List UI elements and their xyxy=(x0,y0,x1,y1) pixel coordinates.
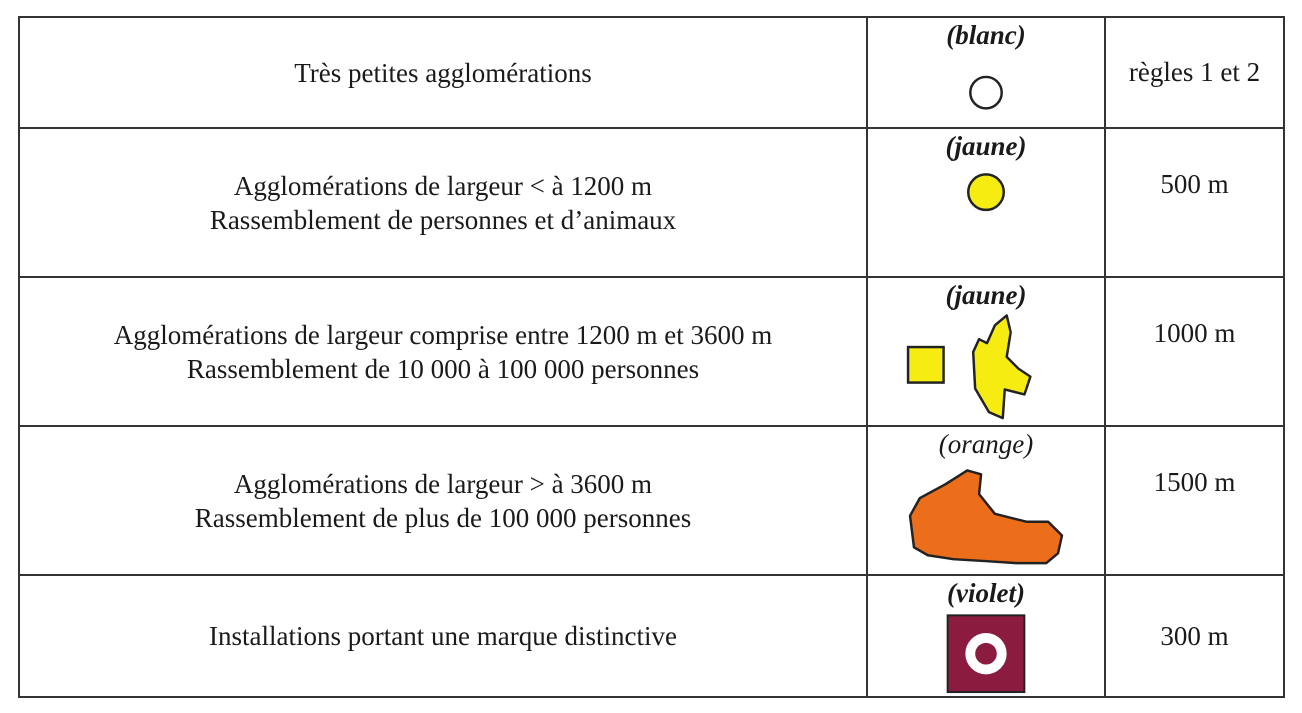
legend-table xyxy=(18,16,1285,698)
table-row xyxy=(19,128,1284,277)
symbol-cell xyxy=(867,426,1105,575)
description-cell xyxy=(19,17,867,128)
description-line: Agglomérations de largeur < à 1200 m xyxy=(233,170,653,201)
description-cell xyxy=(19,128,867,277)
distance-cell xyxy=(1105,277,1284,426)
distance-cell xyxy=(1105,426,1284,575)
symbol-color-label: (jaune) xyxy=(945,280,1027,310)
symbol-cell xyxy=(867,128,1105,277)
description-line: Agglomérations de largeur comprise entre 1200 m et 3600 m xyxy=(113,319,773,350)
distance-value: 1000 m xyxy=(1153,318,1236,348)
symbol-cell xyxy=(867,575,1105,697)
symbol-color-label: (violet) xyxy=(947,578,1025,608)
distance-cell xyxy=(1105,575,1284,697)
description-cell xyxy=(19,575,867,697)
description-cell xyxy=(19,277,867,426)
symbol-cell xyxy=(867,17,1105,128)
symbol-cell xyxy=(867,277,1105,426)
distance-value: 300 m xyxy=(1160,620,1229,651)
symbol-color-label: (blanc) xyxy=(946,20,1026,50)
table-row xyxy=(19,17,1284,128)
symbol-color-label: (jaune) xyxy=(945,131,1027,161)
description-cell xyxy=(19,426,867,575)
description-line: Installations portant une marque distinctive xyxy=(209,621,677,651)
distance-value: règles 1 et 2 xyxy=(1128,57,1261,87)
table-row xyxy=(19,575,1284,697)
description-line: Rassemblement de plus de 100 000 personnes xyxy=(194,502,692,533)
description-line: Agglomérations de largeur > à 3600 m xyxy=(233,468,653,499)
description-line: Rassemblement de 10 000 à 100 000 personnes xyxy=(186,353,700,384)
distance-cell xyxy=(1105,128,1284,277)
distance-cell xyxy=(1105,17,1284,128)
description-line: Très petites agglomérations xyxy=(294,57,592,88)
symbol-color-label: (orange) xyxy=(938,429,1034,459)
description-line: Rassemblement de personnes et d’animaux xyxy=(209,204,677,235)
distance-value: 500 m xyxy=(1160,169,1229,199)
table-row xyxy=(19,426,1284,575)
table-row xyxy=(19,277,1284,426)
distance-value: 1500 m xyxy=(1153,467,1236,497)
